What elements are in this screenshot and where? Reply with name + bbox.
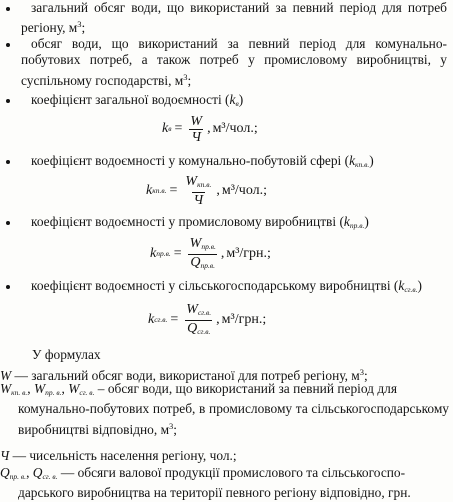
formula-industry: k пр.в. = $\frac{W_{пр.в.}}{Q_{пр.в.}}$ , м³/грн.; [150,236,271,273]
bullet-dot [6,43,10,47]
definition-w: W — загальний обсяг води, використаної для потреб регіону, $м^3$; [0,367,368,383]
formula-unit: м³/грн.; [226,246,271,262]
item-text: обсяг води, що використаний за певний період для комунально-побутових потреб, а також потреб у промисловому виробництві, у суспільному господарстві, $м^3$; [21,36,447,88]
definition-w-sectors: $W_{кп. в.}$, $W_{пр. в.}$, $W_{сг. в.}$ – обсяг води, що використаний за певний період для комунально-побутових потреб, в промисловому та сільськогосподарському виробництві відповідно, $м^3$; [0,381,449,437]
item-text: коефіцієнт водоємності у промисловому виробництві $(k_{пр.в.})$ [31,214,369,230]
definition-population: Ч — чисельність населення регіону, чол.; [0,448,237,463]
bullet-dot [6,285,10,289]
definition-q: $Q_{пр. в.}$, $Q_{сг. в.}$ — обсяги валової продукції промислового та сільськогоспо- дарського виробництва на території певного регіону відповідно, грн. [0,465,411,501]
formula-unit: м³/грн.; [221,312,267,328]
formula-fraction: $\frac{W_{пр.в.}}{Q_{пр.в.}}$ [188,236,218,273]
formula-lhs: k [148,312,155,328]
formula-fraction: $\frac{W_{кп.в.}}{Ч}$ [185,174,212,208]
bullet-dot [6,7,10,11]
bullet-dot [6,160,10,164]
item-text: коефіцієнт водоємності у сільськогосподарському виробництві $(k_{сг.в.})$ [31,278,422,294]
bullet-dot [6,221,10,225]
formula-fraction: $\frac{W_{сг.в.}}{Q_{сг.в.}}$ [184,302,213,339]
formula-unit: м³/чол.; [212,121,258,137]
formula-fraction: $\frac{W}{Ч}$ [190,114,203,145]
formula-agriculture: k сг.в. = $\frac{W_{сг.в.}}{Q_{сг.в.}}$ , м³/грн.; [148,302,266,339]
item-text: коефіцієнт загальної водоємності $(k_в)$ [31,92,244,108]
formula-unit: м³/чол.; [221,182,268,198]
item-text: коефіцієнт водоємності у комунально-побутовій сфері $(k_{кп.в.})$ [31,153,374,169]
formula-lhs: k [162,121,169,137]
definitions-heading: У формулах [32,347,101,362]
bullet-dot [6,99,10,103]
formula-total: k в = $\frac{W}{Ч}$ , м³/чол.; [162,114,258,145]
formula-lhs: k [150,246,157,262]
item-text: загальний обсяг води, що використаний за певний період для потреб регіону, $м^3$; [21,0,447,36]
formula-lhs: k [146,182,153,198]
formula-communal: k кп.в. = $\frac{W_{кп.в.}}{Ч}$ , м³/чол.; [146,174,268,208]
